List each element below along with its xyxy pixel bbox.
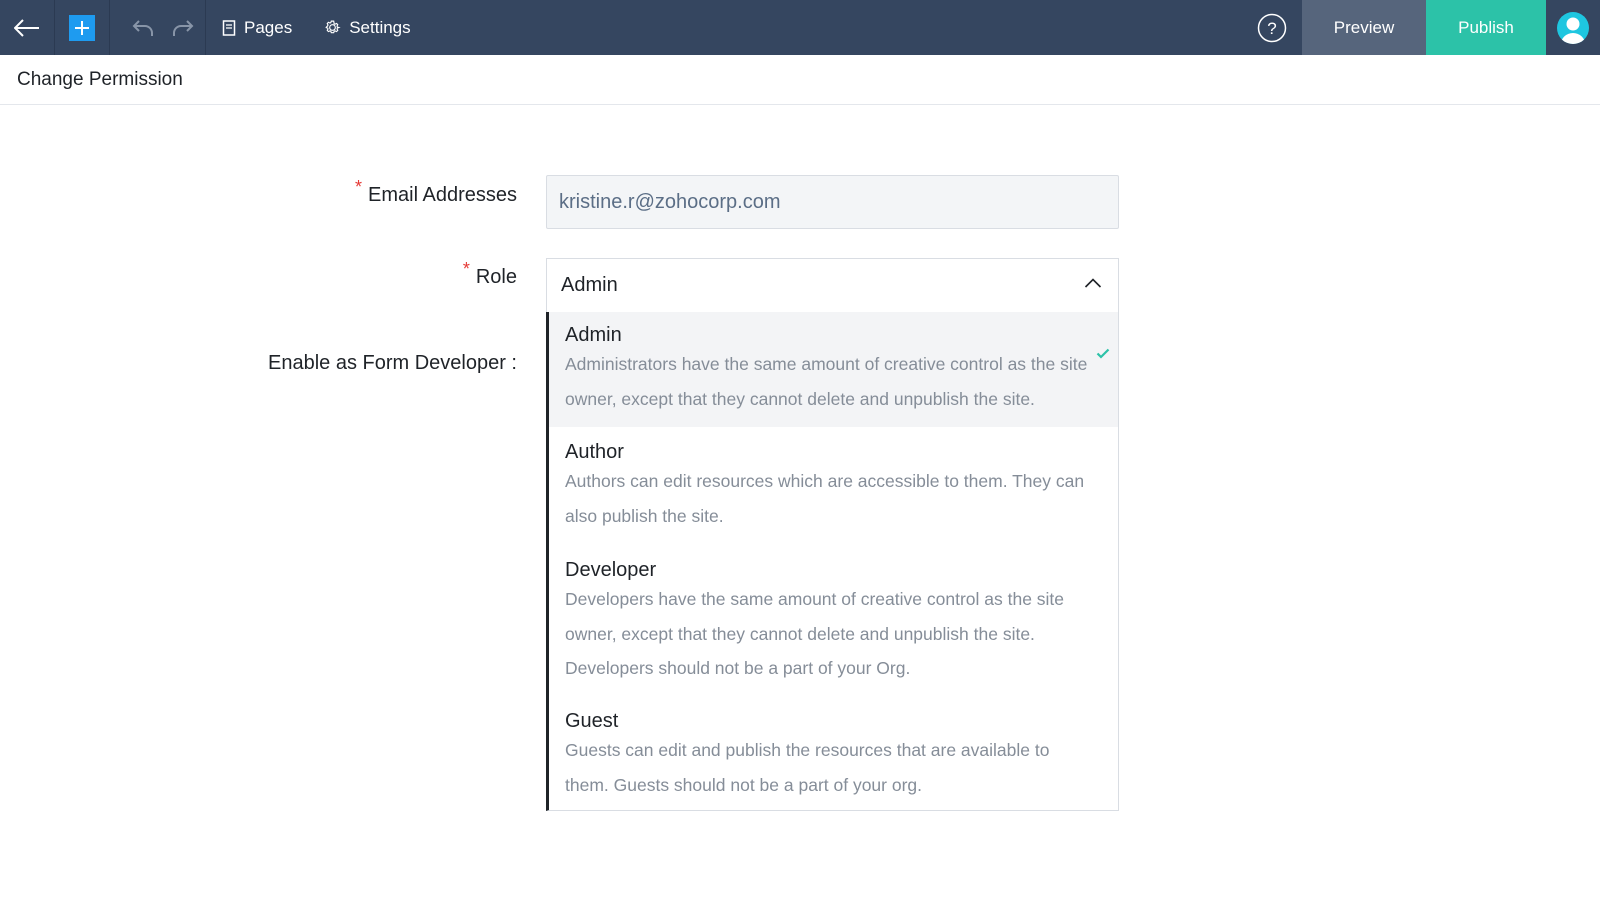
- avatar: [1557, 12, 1589, 44]
- help-button[interactable]: [1242, 0, 1302, 55]
- add-element-button[interactable]: [55, 0, 110, 55]
- required-mark: *: [462, 259, 470, 279]
- page-icon: [222, 20, 236, 36]
- redo-icon: [172, 19, 194, 37]
- back-button[interactable]: [0, 0, 55, 55]
- preview-button[interactable]: Preview: [1302, 0, 1426, 55]
- role-option-description: Guests can edit and publish the resources that are available to them. Guests should not be a part of your org.: [565, 740, 1050, 795]
- page-header: [0, 55, 1600, 105]
- user-icon: [1557, 12, 1589, 44]
- role-option-guest[interactable]: [549, 696, 1118, 810]
- role-option-title: Developer: [565, 559, 657, 581]
- nav-settings[interactable]: [308, 0, 426, 55]
- toolbar-spacer: [427, 0, 1242, 55]
- nav-pages[interactable]: [206, 0, 308, 55]
- role-option-developer[interactable]: [549, 545, 1118, 696]
- nav-settings-label: Settings: [349, 17, 411, 37]
- nav-pages-label: Pages: [244, 17, 293, 37]
- checkmark-icon: [1096, 348, 1110, 359]
- role-option-title: Author: [565, 441, 624, 463]
- role-label-text: Role: [475, 266, 517, 288]
- chevron-up-icon: [1084, 277, 1102, 289]
- gear-icon: [324, 19, 341, 36]
- role-option-description: Authors can edit resources which are accessible to them. They can also publish the site.: [565, 471, 1085, 526]
- svg-text:?: ?: [1267, 18, 1277, 38]
- email-field[interactable]: kristine.r@zohocorp.com: [546, 175, 1119, 229]
- email-label-text: Email Addresses: [368, 184, 517, 206]
- required-mark: *: [355, 177, 363, 197]
- top-toolbar: [0, 0, 1600, 55]
- role-option-description: Administrators have the same amount of creative control as the site owner, except that they cannot delete and unpublish the site.: [565, 354, 1088, 409]
- undo-button[interactable]: [122, 0, 164, 55]
- role-select[interactable]: [546, 258, 1119, 312]
- role-option-admin[interactable]: [549, 312, 1118, 427]
- user-avatar-button[interactable]: [1546, 0, 1600, 55]
- page-title: Change Permission: [17, 68, 183, 90]
- undo-icon: [132, 19, 154, 37]
- role-option-title: Guest: [565, 710, 619, 732]
- role-select-value: Admin: [561, 274, 618, 296]
- role-option-description: Developers have the same amount of creative control as the site owner, except that they cannot delete and unpublish the site. Developers should not be a part of your Org.: [565, 589, 1065, 678]
- role-label: [462, 259, 517, 289]
- role-dropdown-list: [546, 312, 1119, 811]
- arrow-left-icon: [14, 19, 40, 37]
- form-developer-label: Enable as Form Developer :: [267, 352, 517, 374]
- publish-button[interactable]: Publish: [1426, 0, 1546, 55]
- redo-button[interactable]: [164, 0, 206, 55]
- role-option-title: Admin: [565, 324, 622, 346]
- help-icon: [1257, 13, 1287, 43]
- plus-icon: [69, 15, 95, 41]
- role-option-author[interactable]: [549, 427, 1118, 545]
- email-label: [355, 177, 517, 207]
